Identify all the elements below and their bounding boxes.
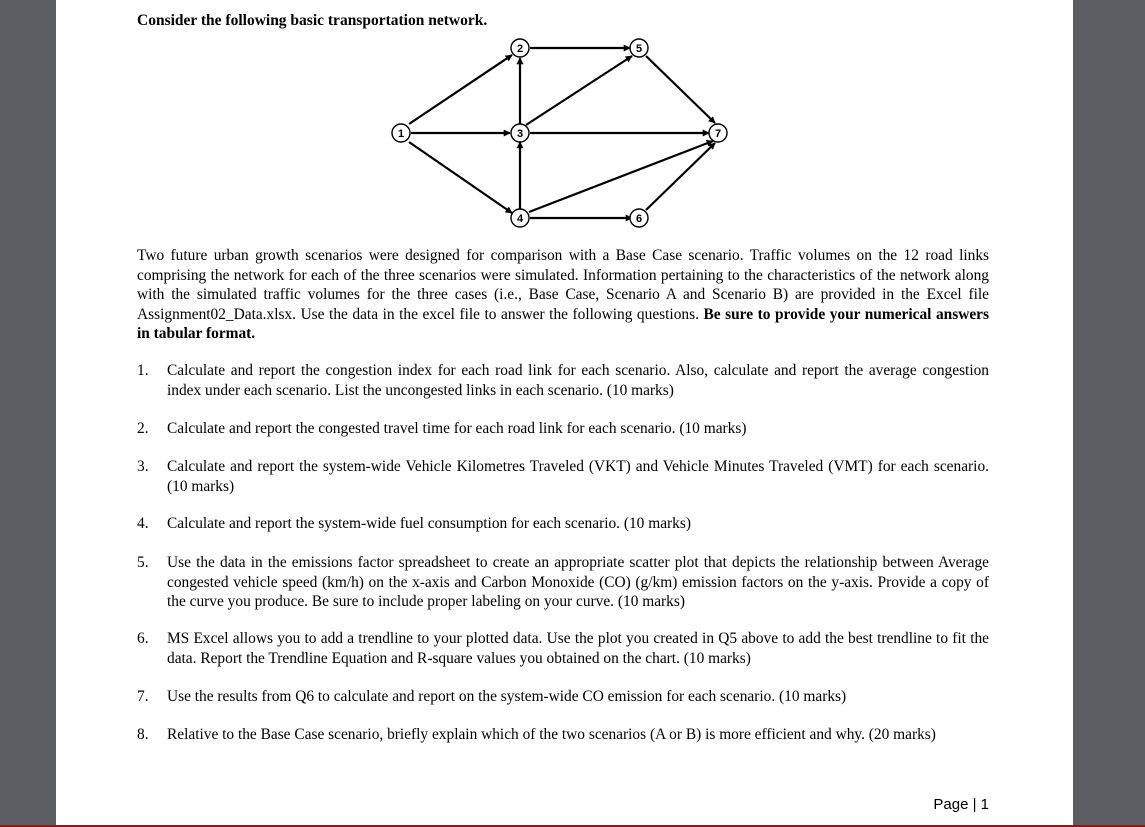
page-number-footer: Page | 1 xyxy=(933,796,989,813)
link-3-5 xyxy=(526,56,632,125)
question-4 xyxy=(137,514,989,534)
question-text: Calculate and report the system-wide fuel consumption for each scenario. (10 marks) xyxy=(167,515,691,532)
question-number: 4. xyxy=(137,515,149,532)
question-5 xyxy=(137,553,989,612)
link-4-7 xyxy=(529,141,713,212)
svg-text:2: 2 xyxy=(516,43,524,55)
question-number: 7. xyxy=(137,688,149,705)
question-text: Calculate and report the congestion index for each road link for each scenario. Also, calculate and report the average congestion index under each scenario. List the uncongested links in each scenario. (10 marks) xyxy=(167,362,989,399)
question-8 xyxy=(137,725,989,745)
node-1 xyxy=(392,124,410,142)
svg-text:7: 7 xyxy=(714,128,722,140)
question-1 xyxy=(137,361,989,400)
question-text: Relative to the Base Case scenario, briefly explain which of the two scenarios (A or B) is more efficient and why. (20 marks) xyxy=(167,726,936,743)
link-5-7 xyxy=(646,56,715,123)
network-diagram xyxy=(56,0,1073,240)
svg-text:6: 6 xyxy=(635,213,643,225)
node-3 xyxy=(511,124,529,142)
intro-paragraph xyxy=(137,246,989,344)
node-4 xyxy=(511,209,529,227)
question-number: 2. xyxy=(137,420,149,437)
question-text: Calculate and report the system-wide Vehicle Kilometres Traveled (VKT) and Vehicle Minutes Traveled (VMT) for each scenario. (10 marks) xyxy=(167,458,989,495)
svg-text:1: 1 xyxy=(397,128,405,140)
question-6 xyxy=(137,629,989,668)
question-number: 1. xyxy=(137,362,149,379)
node-6 xyxy=(630,209,648,227)
node-5 xyxy=(630,39,648,57)
question-number: 8. xyxy=(137,726,149,743)
node-7 xyxy=(709,124,727,142)
intro-text: Two future urban growth scenarios were designed for comparison with a Base Case scenario. Traffic volumes on the 12 road links comprising the network for each of the three scenarios were simulated. Information pertaining to the characteristics of the network along with the simulated traffic volumes for the three cases (i.e., Base Case, Scenario A and Scenario B) are provided in the Excel file Assignment02_Data.xlsx. Use the data in the excel file to answer the following questions. xyxy=(137,247,989,323)
question-text: MS Excel allows you to add a trendline to your plotted data. Use the plot you created in Q5 above to add the best trendline to fit the data. Report the Trendline Equation and R-square values you obtained on the chart. (10 marks) xyxy=(167,630,989,667)
link-1-2 xyxy=(409,55,512,124)
question-2 xyxy=(137,419,989,439)
question-number: 6. xyxy=(137,630,149,647)
link-1-4 xyxy=(409,142,512,213)
question-7 xyxy=(137,687,989,707)
svg-text:4: 4 xyxy=(516,213,524,225)
question-text: Calculate and report the congested travel time for each road link for each scenario. (10 marks) xyxy=(167,420,747,437)
node-2 xyxy=(511,39,529,57)
intro-bold-text: Be sure to provide your numerical answers in tabular format. xyxy=(137,305,989,342)
question-text: Use the data in the emissions factor spreadsheet to create an appropriate scatter plot that depicts the relationship between Average congested vehicle speed (km/h) on the x-axis and Carbon Monoxide (CO) (g/km) emission factors on the y-axis. Provide a copy of the curve you produce. Be sure to include proper labeling on your curve. (10 marks) xyxy=(167,554,989,610)
svg-text:3: 3 xyxy=(516,128,524,140)
question-3 xyxy=(137,457,989,496)
svg-text:5: 5 xyxy=(635,43,643,55)
document-page xyxy=(56,0,1073,825)
page-heading: Consider the following basic transportation network. xyxy=(137,12,488,29)
question-number: 3. xyxy=(137,458,149,475)
question-text: Use the results from Q6 to calculate and report on the system-wide CO emission for each scenario. (10 marks) xyxy=(167,688,847,705)
question-number: 5. xyxy=(137,554,149,571)
